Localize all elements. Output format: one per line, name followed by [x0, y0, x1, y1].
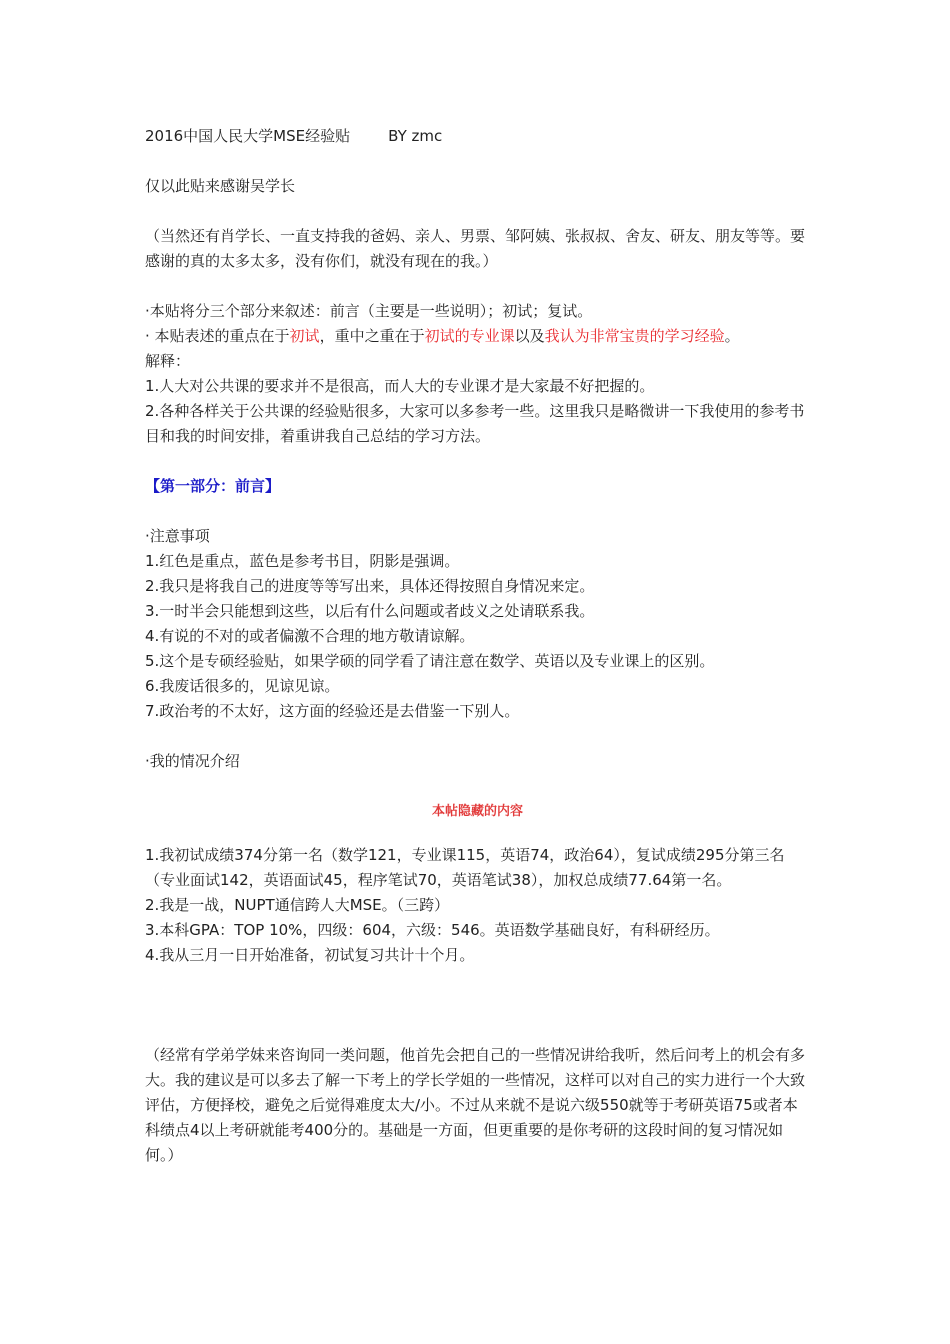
explain-item: 1.人大对公共课的要求并不是很高，而人大的专业课才是大家最不好把握的。: [145, 377, 655, 395]
notes-item: 6.我废话很多的，见谅见谅。: [145, 677, 340, 695]
focus-text-2: ，重中之重在于: [319, 327, 425, 345]
situation-item: 4.我从三月一日开始准备，初试复习共计十个月。: [145, 946, 475, 964]
document-body: [145, 124, 810, 1168]
intro-point-structure: ·本贴将分三个部分来叙述：前言（主要是一些说明）；初试；复试。: [145, 302, 593, 320]
notes-item: 5.这个是专硕经验贴，如果学硕的同学看了请注意在数学、英语以及专业课上的区别。: [145, 652, 715, 670]
hidden-content-notice: 本帖隐藏的内容: [431, 804, 523, 819]
title-author: BY zmc: [388, 127, 443, 145]
section-heading-preface: 【第一部分：前言】: [145, 477, 281, 495]
notes-item: 2.我只是将我自己的进度等等写出来，具体还得按照自身情况来定。: [145, 577, 595, 595]
thanks-line: 仅以此贴来感谢吴学长: [145, 177, 296, 195]
notes-item: 3.一时半会只能想到这些，以后有什么问题或者歧义之处请联系我。: [145, 602, 595, 620]
notes-item: 1.红色是重点，蓝色是参考书目，阴影是强调。: [145, 552, 460, 570]
notes-item: 4.有说的不对的或者偏激不合理的地方敬请谅解。: [145, 627, 475, 645]
notes-item: 7.政治考的不太好，这方面的经验还是去借鉴一下别人。: [145, 702, 520, 720]
focus-highlight-initial-exam: 初试: [289, 327, 320, 345]
title-main: 2016中国人民大学MSE经验贴: [145, 127, 351, 145]
focus-text-4: 。: [724, 327, 740, 345]
document-title: [145, 124, 810, 149]
focus-text-1: · 本贴表述的重点在于: [145, 327, 290, 345]
intro-point-focus: [145, 324, 810, 349]
explain-label: 解释：: [145, 352, 191, 370]
focus-text-3: 以及: [514, 327, 545, 345]
notes-label: ·注意事项: [145, 527, 210, 545]
thanks-more-paragraph: （当然还有肖学长、一直支持我的爸妈、亲人、男票、邹阿姨、张叔叔、舍友、研友、朋友等等。要感谢的真的太多太多，没有你们，就没有现在的我。）: [145, 227, 806, 270]
focus-highlight-major-course: 初试的专业课: [424, 327, 515, 345]
explain-item: 2.各种各样关于公共课的经验贴很多，大家可以多参考一些。这里我只是略微讲一下我使用的参考书目和我的时间安排，着重讲我自己总结的学习方法。: [145, 402, 805, 445]
situation-item: 1.我初试成绩374分第一名（数学121，专业课115，英语74，政治64），复试成绩295分第三名（专业面试142，英语面试45，程序笔试70，英语笔试38），加权总成绩77.64第一名。: [145, 846, 785, 889]
situation-item: 3.本科GPA：TOP 10%，四级：604，六级：546。英语数学基础良好，有科研经历。: [145, 921, 720, 939]
situation-label: ·我的情况介绍: [145, 752, 240, 770]
focus-highlight-study-experience: 我认为非常宝贵的学习经验: [544, 327, 725, 345]
advice-paragraph: （经常有学弟学妹来咨询同一类问题，他首先会把自己的一些情况讲给我听，然后问考上的机会有多大。我的建议是可以多去了解一下考上的学长学姐的一些情况，这样可以对自己的实力进行一个大致评估，方便择校，避免之后觉得难度太大/小。不过从来就不是说六级550就等于考研英语75或者本科绩点4以上考研就能考400分的。基础是一方面，但更重要的是你考研的这段时间的复习情况如何。）: [145, 1046, 806, 1164]
situation-item: 2.我是一战，NUPT通信跨人大MSE。（三跨）: [145, 896, 450, 914]
